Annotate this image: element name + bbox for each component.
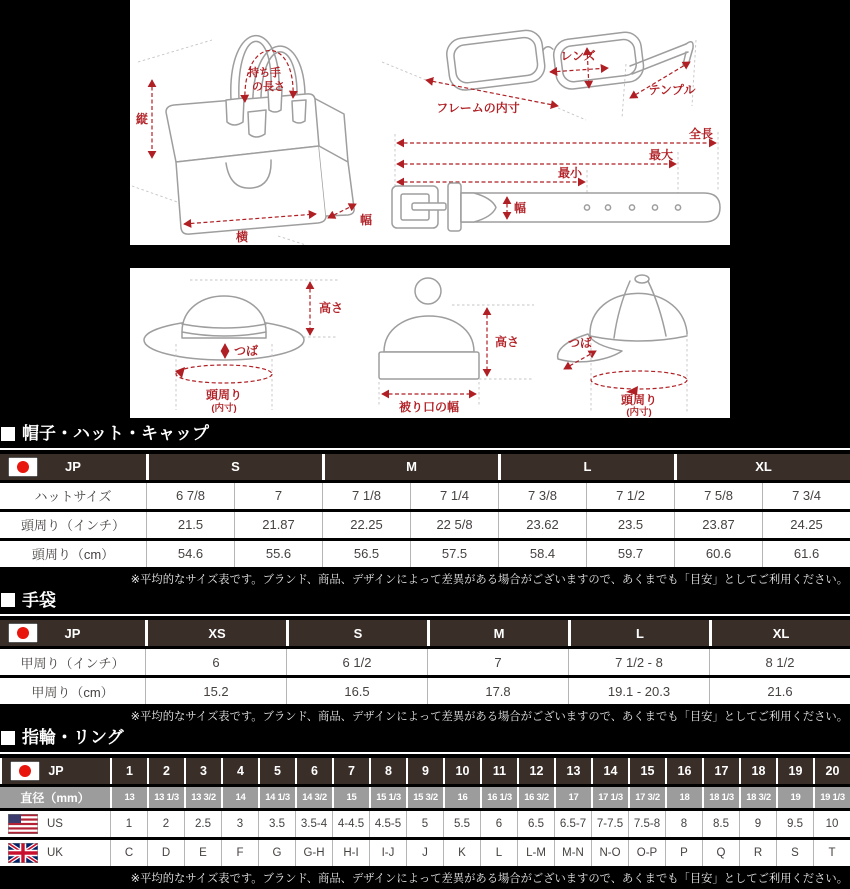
size-tables [0, 423, 850, 889]
size-cell: 18 [665, 787, 702, 808]
size-cell: 17 1/3 [591, 787, 628, 808]
region-label: UK [47, 846, 63, 859]
section-title-text: 指輪・リング [22, 728, 124, 748]
jp-size-header: 6 [295, 758, 332, 784]
size-cell: 7-7.5 [591, 811, 628, 837]
bag-height-label: 縦 [136, 112, 149, 126]
jp-size-header: 3 [184, 758, 221, 784]
table-row [0, 483, 850, 509]
size-cell: 22 5/8 [410, 512, 498, 538]
size-cell: 61.6 [762, 541, 850, 567]
bag-handle-label-line1: 持ち手 [248, 67, 281, 79]
knit-cap-diagram [379, 278, 534, 414]
size-cell: E [184, 840, 221, 866]
size-group-header: L [568, 620, 709, 646]
size-cell: 16.5 [286, 678, 427, 704]
region-label: JP [48, 763, 64, 778]
size-cell: 4.5-5 [369, 811, 406, 837]
section-title-text: 帽子・ハット・キャップ [22, 424, 209, 443]
section-title-text: 手袋 [22, 590, 56, 610]
japan-flag-icon [8, 457, 38, 477]
size-cell: H-I [332, 840, 369, 866]
size-cell: 24.25 [762, 512, 850, 538]
cap-head-label: 頭周り [620, 393, 658, 407]
size-cell: 7.5-8 [628, 811, 665, 837]
size-cell: 2 [147, 811, 184, 837]
size-cell: 23.87 [674, 512, 762, 538]
size-cell: 17.8 [427, 678, 568, 704]
size-cell: G [258, 840, 295, 866]
size-cell: 3.5 [258, 811, 295, 837]
diameter-row [0, 787, 850, 808]
size-cell: 7 [427, 649, 568, 675]
glasses-frame-inner-label: フレームの内寸 [436, 101, 520, 115]
size-group-header: M [427, 620, 568, 646]
jp-size-header: 7 [332, 758, 369, 784]
hat-diagram [144, 280, 343, 414]
size-cell: 56.5 [322, 541, 410, 567]
size-cell: 14 3/2 [295, 787, 332, 808]
size-cell: 18 3/2 [739, 787, 776, 808]
belt-total-length-label: 全長 [688, 127, 713, 141]
jp-size-header: 17 [702, 758, 739, 784]
size-cell: 16 3/2 [517, 787, 554, 808]
size-cell: 21.87 [234, 512, 322, 538]
size-group-header: XS [145, 620, 286, 646]
size-cell: 23.5 [586, 512, 674, 538]
size-cell: 15 3/2 [406, 787, 443, 808]
size-cell: 19 [776, 787, 813, 808]
jp-size-header: 2 [147, 758, 184, 784]
size-cell: 8 [665, 811, 702, 837]
row-label: 甲周り（cm） [0, 678, 145, 704]
jp-size-header: 4 [221, 758, 258, 784]
size-cell: J [406, 840, 443, 866]
region-header-cell [0, 758, 110, 784]
cap-inner-label: (内寸) [626, 407, 652, 418]
row-label: 頭周り（インチ） [0, 512, 146, 538]
size-cell: 15 1/3 [369, 787, 406, 808]
section-bullet-icon [1, 593, 15, 607]
gloves-size-table [0, 617, 850, 707]
section-bullet-icon [1, 427, 15, 441]
size-cell: 5 [406, 811, 443, 837]
size-cell: 7 3/4 [762, 483, 850, 509]
jp-size-header: 13 [554, 758, 591, 784]
belt-diagram [392, 126, 720, 231]
hat-inner-label: (内寸) [211, 403, 237, 414]
size-cell: G-H [295, 840, 332, 866]
size-cell: 6.5 [517, 811, 554, 837]
region-label: US [47, 817, 63, 830]
size-cell: 13 [110, 787, 147, 808]
knit-cap-height-label: 高さ [495, 335, 520, 349]
size-cell: 7 1/8 [322, 483, 410, 509]
size-cell: M-N [554, 840, 591, 866]
region-label: JP [64, 625, 81, 641]
size-cell: 60.6 [674, 541, 762, 567]
size-cell: 8.5 [702, 811, 739, 837]
rings-size-table [0, 755, 850, 869]
rings-section-title [0, 727, 850, 754]
size-cell: 22.25 [322, 512, 410, 538]
size-cell: C [110, 840, 147, 866]
jp-size-header: 14 [591, 758, 628, 784]
jp-size-header: 12 [517, 758, 554, 784]
size-cell: 17 [554, 787, 591, 808]
jp-size-header: 20 [813, 758, 850, 784]
size-cell: 13 3/2 [184, 787, 221, 808]
size-cell: 18 1/3 [702, 787, 739, 808]
region-header-cell [0, 620, 145, 646]
table-row [0, 541, 850, 567]
size-group-header: S [286, 620, 427, 646]
size-cell: 9.5 [776, 811, 813, 837]
gloves-section-title [0, 590, 850, 617]
hat-head-label: 頭周り [205, 388, 243, 402]
table-row [0, 649, 850, 675]
belt-min-label: 最小 [557, 166, 582, 180]
size-cell: 21.5 [146, 512, 234, 538]
header-row [0, 454, 850, 480]
size-cell: L-M [517, 840, 554, 866]
size-cell: N-O [591, 840, 628, 866]
size-cell: 10 [813, 811, 850, 837]
glasses-temple-label: テンプル [648, 83, 696, 97]
jp-size-header: 9 [406, 758, 443, 784]
size-cell: P [665, 840, 702, 866]
size-cell: 6.5-7 [554, 811, 591, 837]
size-cell: 59.7 [586, 541, 674, 567]
glasses-lens-label: レンズ [560, 49, 596, 63]
disclaimer-text: ※平均的なサイズ表です。ブランド、商品、デザインによって差異がある場合がございますので、あくまでも「目安」としてご利用ください。 [130, 872, 848, 885]
section-bullet-icon [1, 731, 15, 745]
size-cell: 15 [332, 787, 369, 808]
size-cell: 7 [234, 483, 322, 509]
size-cell: 58.4 [498, 541, 586, 567]
jp-size-header: 10 [443, 758, 480, 784]
header-row [0, 758, 850, 784]
table-row [0, 512, 850, 538]
belt-width-label: 幅 [514, 201, 527, 215]
jp-size-header: 5 [258, 758, 295, 784]
region-header-cell [0, 454, 146, 480]
size-cell: 1 [110, 811, 147, 837]
bag-width-label: 横 [235, 230, 249, 244]
size-cell: 21.6 [709, 678, 850, 704]
row-label: 直径（mm） [0, 787, 110, 808]
hats-diagram [130, 268, 730, 418]
size-cell: 14 1/3 [258, 787, 295, 808]
size-cell: K [443, 840, 480, 866]
size-cell: S [776, 840, 813, 866]
hat-brim-label: つば [234, 344, 259, 358]
size-cell: 7 1/2 - 8 [568, 649, 709, 675]
size-cell: 6 7/8 [146, 483, 234, 509]
size-cell: 6 1/2 [286, 649, 427, 675]
jp-size-header: 15 [628, 758, 665, 784]
uk-row [0, 840, 850, 866]
hat-height-label: 高さ [319, 301, 344, 315]
glasses-diagram [382, 17, 696, 120]
size-cell: 19.1 - 20.3 [568, 678, 709, 704]
size-cell: O-P [628, 840, 665, 866]
uk-label-cell [0, 840, 110, 866]
row-label: 甲周り（インチ） [0, 649, 145, 675]
disclaimer-text: ※平均的なサイズ表です。ブランド、商品、デザインによって差異がある場合がございますので、あくまでも「目安」としてご利用ください。 [130, 711, 848, 724]
size-cell: 55.6 [234, 541, 322, 567]
size-cell: 15.2 [145, 678, 286, 704]
size-cell: Q [702, 840, 739, 866]
size-cell: 7 1/4 [410, 483, 498, 509]
size-group-header: XL [674, 454, 850, 480]
knit-cap-opening-label: 被り口の幅 [398, 400, 460, 414]
size-cell: 6 [145, 649, 286, 675]
size-cell: 54.6 [146, 541, 234, 567]
size-group-header: XL [709, 620, 850, 646]
size-cell: 3.5-4 [295, 811, 332, 837]
jp-size-header: 19 [776, 758, 813, 784]
size-cell: T [813, 840, 850, 866]
disclaimer-text: ※平均的なサイズ表です。ブランド、商品、デザインによって差異がある場合がございますので、あくまでも「目安」としてご利用ください。 [130, 573, 848, 586]
size-cell: 7 3/8 [498, 483, 586, 509]
bag-diagram [132, 36, 372, 245]
row-label: 頭周り（cm） [0, 541, 146, 567]
row-label: ハットサイズ [0, 483, 146, 509]
cap-diagram [558, 275, 687, 418]
size-cell: 3 [221, 811, 258, 837]
bag-depth-label: 幅 [360, 213, 373, 227]
hats-measure-panel [130, 268, 730, 418]
size-cell: L [480, 840, 517, 866]
size-cell: R [739, 840, 776, 866]
hats-section-title [0, 423, 850, 450]
size-group-header: M [322, 454, 498, 480]
size-cell: 6 [480, 811, 517, 837]
region-label: JP [65, 459, 81, 475]
size-cell: 5.5 [443, 811, 480, 837]
size-cell: 2.5 [184, 811, 221, 837]
us-label-cell [0, 811, 110, 837]
size-cell: 14 [221, 787, 258, 808]
cap-brim-label: つば [567, 336, 593, 350]
size-cell: 7 1/2 [586, 483, 674, 509]
us-flag-icon [8, 814, 38, 834]
japan-flag-icon [10, 761, 40, 781]
size-cell: 13 1/3 [147, 787, 184, 808]
size-cell: 16 1/3 [480, 787, 517, 808]
belt-max-label: 最大 [648, 148, 673, 162]
bag-handle-label-line2: の長さ [252, 81, 285, 93]
size-cell: 19 1/3 [813, 787, 850, 808]
size-cell: 23.62 [498, 512, 586, 538]
accessories-measure-panel [130, 0, 730, 245]
size-group-header: L [498, 454, 674, 480]
jp-size-header: 16 [665, 758, 702, 784]
size-cell: 17 3/2 [628, 787, 665, 808]
size-cell: D [147, 840, 184, 866]
size-cell: I-J [369, 840, 406, 866]
size-cell: 4-4.5 [332, 811, 369, 837]
size-group-header: S [146, 454, 322, 480]
japan-flag-icon [8, 623, 38, 643]
size-cell: 16 [443, 787, 480, 808]
size-cell: 8 1/2 [709, 649, 850, 675]
accessories-diagram [130, 0, 730, 245]
jp-size-header: 8 [369, 758, 406, 784]
jp-size-header: 1 [110, 758, 147, 784]
jp-size-header: 11 [480, 758, 517, 784]
table-row [0, 678, 850, 704]
size-cell: 9 [739, 811, 776, 837]
size-cell: F [221, 840, 258, 866]
us-row [0, 811, 850, 837]
hats-size-table [0, 451, 850, 570]
uk-flag-icon [8, 843, 38, 863]
jp-size-header: 18 [739, 758, 776, 784]
size-cell: 57.5 [410, 541, 498, 567]
size-cell: 7 5/8 [674, 483, 762, 509]
header-row [0, 620, 850, 646]
